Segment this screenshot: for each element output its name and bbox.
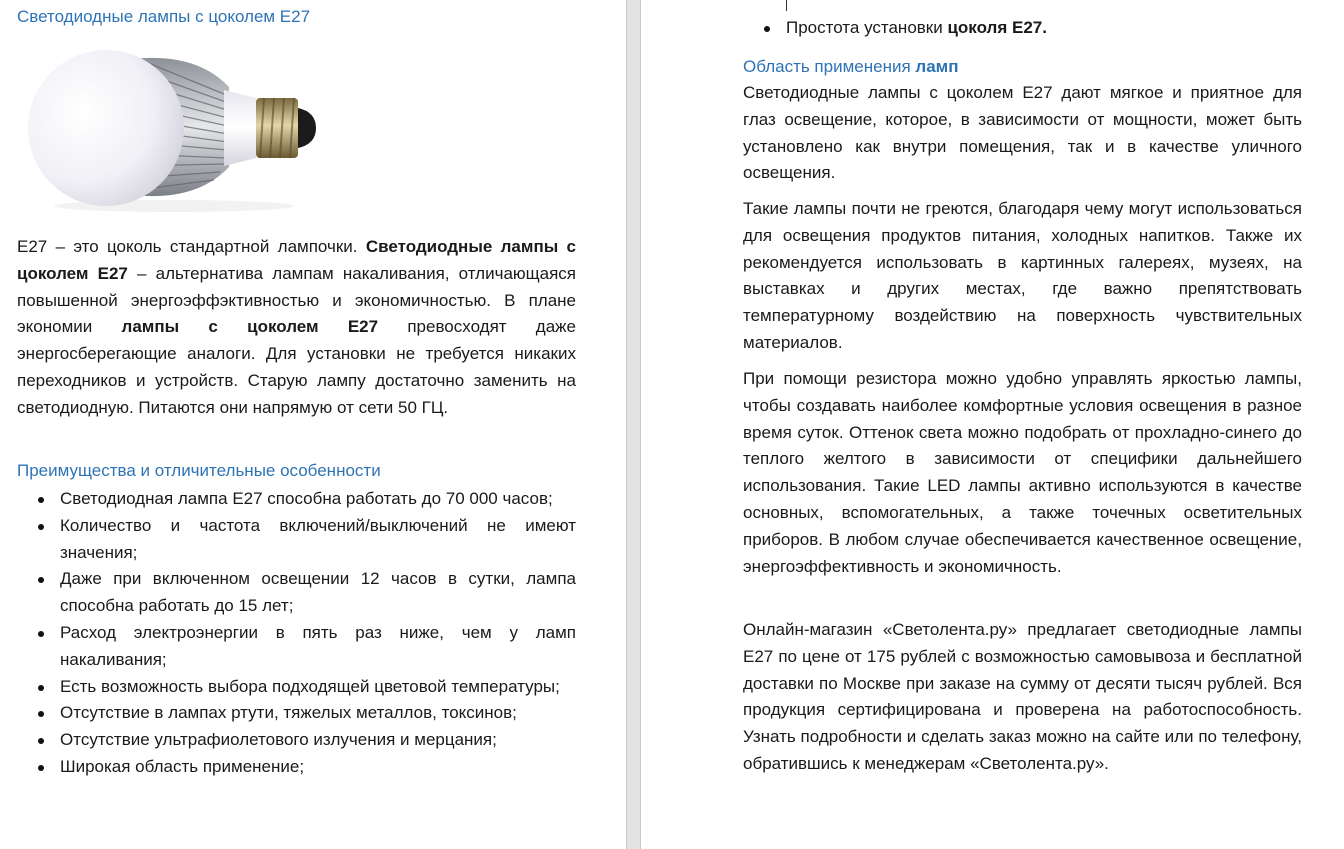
installation-text: Простота установки xyxy=(786,18,948,37)
intro-bold-2: лампы с цоколем Е27 xyxy=(121,317,379,337)
installation-bold: цоколя Е27. xyxy=(947,18,1047,37)
page-gutter xyxy=(626,0,641,849)
advantages-heading: Преимущества и отличительные особенности xyxy=(17,461,381,480)
shop-paragraph: Онлайн-магазин «Светолента.ру» предлагает светодиодные лампы Е27 по цене от 175 рублей с возможностью самовывоза и бесплатной доставки по Москве при заказе на сумму от десяти тысяч рублей. Вся продукция сертифицирована и проверена на работоспособность. Узнать подробности и сделать заказ можно на сайте или по телефону, обратившись к менеджерам «Светолента.ру». xyxy=(743,620,1302,773)
intro-text-3: превосходят даже энергосберегающие аналоги. Для установки не требуется никаких переходников и устройств. Старую лампу достаточно заменить на светодиодную. Питаются они напрямую от сети 50 ГЦ. xyxy=(17,317,577,417)
usage-heading-text: Область применения xyxy=(743,57,916,76)
document-page-left xyxy=(0,0,626,849)
intro-text-2: – альтернатива лампам накаливания, отличающаяся повышенной энергоэффэктивностью и экономичностью. В плане экономии xyxy=(17,263,577,337)
installation-list xyxy=(743,15,1303,42)
led-bulb-e27-image xyxy=(24,42,324,214)
list-item: Отсутствие в лампах ртути, тяжелых металлов, токсинов; xyxy=(17,700,576,727)
usage-paragraph-3: При помощи резистора можно удобно управлять яркостью лампы, чтобы создавать наиболее комфортные условия освещения в разное время суток. Оттенок света можно подобрать от прохладно-синего до теплого желтого в зависимости от специфики дальнейшего использования. Такие LED лампы активно используются в качестве основных, вспомогательных, а также точечных осветительных приборов. В любом случае обеспечивается качественное освещение, энергоэффективность и экономичность. xyxy=(743,369,1302,576)
list-item: Широкая область применение; xyxy=(17,754,576,781)
usage-paragraph-1: Светодиодные лампы с цоколем Е27 дают мягкое и приятное для глаз освещение, которое, в зависимости от мощности, может быть установлено как внутри помещения, так и в качестве уличного освещения. xyxy=(743,83,1302,183)
intro-bold-1: Светодиодные лампы с цоколем Е27 xyxy=(17,237,577,283)
list-item: Отсутствие ультрафиолетового излучения и мерцания; xyxy=(17,727,576,754)
text-cursor xyxy=(786,0,787,11)
list-item: Количество и частота включений/выключений не имеют значения; xyxy=(17,513,576,567)
usage-heading xyxy=(743,56,1303,78)
intro-paragraph xyxy=(17,234,576,422)
list-item: Даже при включенном освещении 12 часов в сутки, лампа способна работать до 15 лет; xyxy=(17,566,576,620)
list-item: Есть возможность выбора подходящей цветовой температуры; xyxy=(17,674,576,701)
intro-text-1: Е27 – это цоколь стандартной лампочки. xyxy=(17,237,366,256)
advantages-list xyxy=(17,486,576,781)
document-title: Светодиодные лампы с цоколем Е27 xyxy=(17,7,311,26)
list-item xyxy=(743,15,1303,42)
usage-heading-bold: ламп xyxy=(915,57,959,76)
list-item: Расход электроэнергии в пять раз ниже, чем у ламп накаливания; xyxy=(17,620,576,674)
usage-paragraph-2: Такие лампы почти не греются, благодаря чему могут использоваться для освещения продуктов питания, холодных напитков. Также их рекомендуется использовать в картинных галереях, музеях, на выставках и других местах, где важно препятствовать температурному воздействию на поверхность чувствительных материалов. xyxy=(743,199,1302,352)
list-item: Светодиодная лампа Е27 способна работать до 70 000 часов; xyxy=(17,486,576,513)
